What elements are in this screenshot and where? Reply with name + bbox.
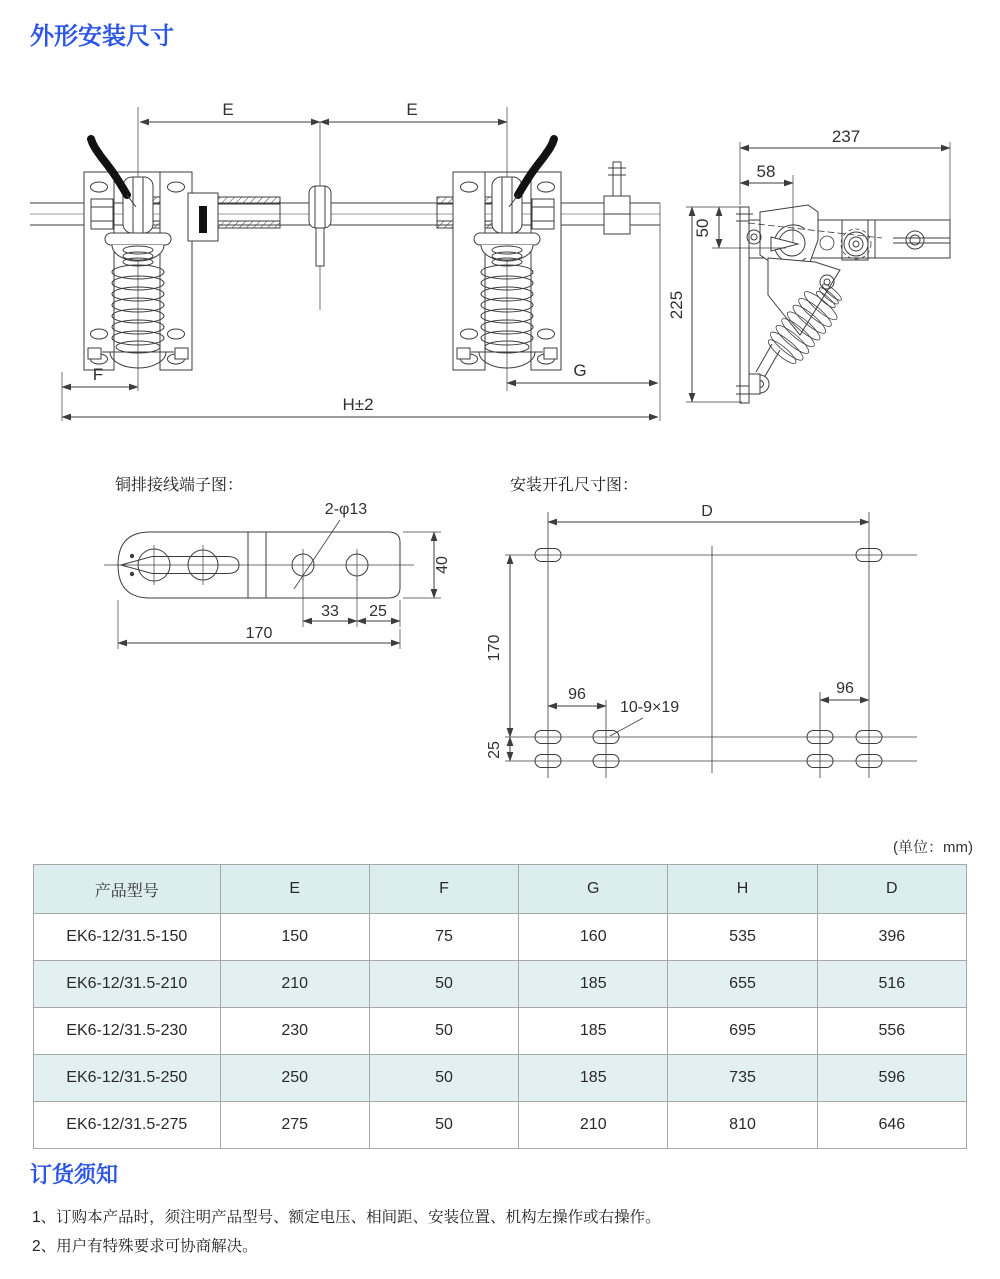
col-header-d: D — [817, 865, 966, 914]
ordering-notes — [32, 1203, 661, 1261]
mounting-diagram — [486, 476, 917, 778]
dim-label-96-left: 96 — [568, 686, 586, 703]
dim-label-d: D — [701, 503, 713, 520]
dim-label-225: 225 — [667, 290, 686, 320]
col-header-e: E — [220, 865, 369, 914]
table-row: EK6-12/31.5-150 150 75 160 535 396 — [34, 914, 967, 961]
dim-label-25: 25 — [369, 603, 387, 620]
col-header-h: H — [668, 865, 817, 914]
dim-label-f: F — [92, 365, 104, 384]
dim-label-40: 40 — [434, 556, 451, 574]
table-header-row — [34, 865, 967, 914]
ordering-section-title: 订货须知 — [30, 1162, 119, 1187]
dim-label-h: H±2 — [342, 395, 374, 414]
side-view-drawing — [667, 127, 950, 403]
center-blade — [309, 122, 331, 310]
dim-label-25v: 25 — [486, 741, 503, 759]
page-title: 外形安装尺寸 — [30, 23, 174, 50]
terminal-diagram — [104, 476, 451, 649]
table-row: EK6-12/31.5-230 230 50 185 695 556 — [34, 1008, 967, 1055]
center-coupler — [188, 193, 218, 241]
dim-label-33: 33 — [321, 603, 339, 620]
dim-label-96-right: 96 — [836, 680, 854, 697]
front-view-drawing — [30, 100, 660, 421]
dim-label-237: 237 — [831, 127, 861, 146]
terminal-diagram-title: 铜排接线端子图： — [115, 477, 244, 494]
dim-label-slots: 10-9×19 — [620, 699, 680, 716]
shaft-end-fitting — [604, 162, 630, 234]
dim-label-e1: E — [222, 100, 234, 119]
model-cell: EK6-12/31.5-250 — [34, 1055, 221, 1102]
col-header-f: F — [369, 865, 518, 914]
ordering-note-2: 2、用户有特殊要求可协商解决。 — [32, 1238, 258, 1255]
right-pole-assembly — [453, 107, 561, 391]
unit-note: (单位：mm) — [893, 839, 973, 856]
dim-label-e2: E — [406, 100, 418, 119]
model-cell: EK6-12/31.5-150 — [34, 914, 221, 961]
dim-label-g: G — [573, 361, 587, 380]
table-row: EK6-12/31.5-210 210 50 185 655 516 — [34, 961, 967, 1008]
col-header-g: G — [519, 865, 668, 914]
table-row: EK6-12/31.5-250 250 50 185 735 596 — [34, 1055, 967, 1102]
table-row: EK6-12/31.5-275 275 50 210 810 646 — [34, 1102, 967, 1149]
dim-label-2phi13: 2-φ13 — [324, 501, 368, 518]
left-pole-assembly — [84, 107, 192, 391]
col-header-model: 产品型号 — [34, 865, 221, 914]
model-cell: EK6-12/31.5-275 — [34, 1102, 221, 1149]
dim-label-170v: 170 — [486, 634, 503, 662]
dim-label-170: 170 — [245, 625, 273, 642]
ordering-note-1: 1、订购本产品时，须注明产品型号、额定电压、相间距、安装位置、机构左操作或右操作。 — [32, 1209, 661, 1226]
mounting-diagram-title: 安装开孔尺寸图： — [510, 477, 639, 494]
dim-label-58: 58 — [756, 162, 776, 181]
model-cell: EK6-12/31.5-210 — [34, 961, 221, 1008]
mounting-dimensions — [510, 522, 869, 761]
dimension-table — [33, 864, 967, 1149]
front-view-dimensions — [62, 122, 660, 421]
terminal-dimensions — [118, 532, 441, 649]
model-cell: EK6-12/31.5-230 — [34, 1008, 221, 1055]
dim-label-50: 50 — [693, 218, 712, 238]
